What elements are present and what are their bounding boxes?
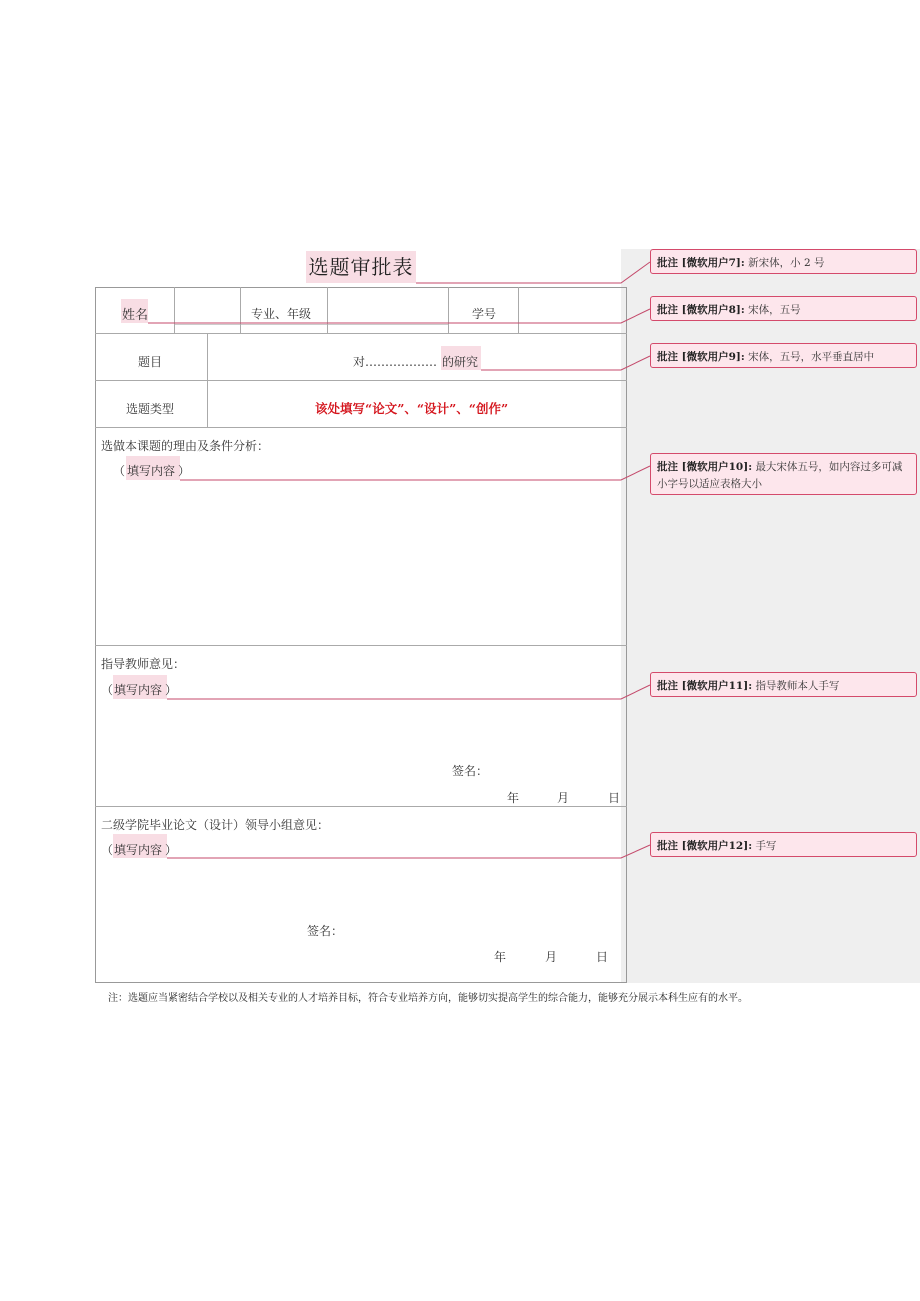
committee-date-day: 日 bbox=[596, 950, 609, 964]
committee-date-year: 年 bbox=[494, 950, 507, 964]
comment-tag: 批注 [微软用户12]: bbox=[657, 840, 753, 852]
advisor-signature-label: 签名： bbox=[452, 764, 489, 778]
comment-bubble-11[interactable] bbox=[650, 672, 917, 697]
reason-placeholder[interactable]: 填写内容 bbox=[127, 464, 176, 478]
major-grade-label: 专业、年级 bbox=[251, 307, 312, 321]
leader-line-9 bbox=[481, 356, 650, 370]
comment-tag: 批注 [微软用户8]: bbox=[657, 304, 745, 316]
leader-line-11 bbox=[167, 685, 650, 699]
footnote: 注：选题应当紧密结合学校以及相关专业的人才培养目标，符合专业培养方向，能够切实提高学生的综合能力，能够充分展示本科生应有的水平。 bbox=[108, 993, 748, 1004]
comment-text: 宋体，五号，水平垂直居中 bbox=[748, 351, 875, 363]
advisor-paren-open: （ bbox=[101, 683, 114, 697]
comment-tag: 批注 [微软用户7]: bbox=[657, 257, 745, 269]
comment-bubble-12[interactable] bbox=[650, 832, 917, 857]
comment-bubble-9[interactable] bbox=[650, 343, 917, 368]
comment-tag: 批注 [微软用户10]: bbox=[657, 461, 753, 473]
committee-paren-open: （ bbox=[101, 843, 114, 857]
reason-paren-open: （ bbox=[113, 464, 126, 478]
comment-text: 宋体，五号 bbox=[748, 304, 801, 316]
leader-line-7 bbox=[416, 262, 650, 283]
comment-tag: 批注 [微软用户11]: bbox=[657, 680, 753, 692]
comment-text: 最大宋体五号，如内容过多可减小字号以适应表格大小 bbox=[657, 461, 903, 490]
comment-text: 手写 bbox=[755, 840, 777, 852]
topic-type-hint[interactable]: 该处填写“论文”、“设计”、“创作” bbox=[315, 401, 509, 416]
committee-signature-label: 签名： bbox=[307, 924, 344, 938]
topic-value-prefix[interactable]: 对……………… bbox=[353, 355, 438, 369]
comment-bubble-10[interactable] bbox=[650, 453, 917, 495]
leader-line-8 bbox=[148, 309, 650, 323]
leader-line-10 bbox=[180, 466, 650, 480]
name-label: 姓名 bbox=[122, 308, 149, 323]
form-title[interactable]: 选题审批表 bbox=[306, 251, 416, 283]
leader-line-12 bbox=[167, 845, 650, 858]
advisor-paren-close: ） bbox=[165, 683, 178, 697]
comment-text: 指导教师本人手写 bbox=[755, 680, 840, 692]
topic-label: 题目 bbox=[138, 355, 163, 369]
committee-opinion-label: 二级学院毕业论文（设计）领导小组意见： bbox=[101, 818, 330, 832]
advisor-date-month: 月 bbox=[557, 791, 570, 805]
advisor-date-day: 日 bbox=[608, 791, 621, 805]
advisor-date-year: 年 bbox=[507, 791, 520, 805]
reason-label: 选做本课题的理由及条件分析： bbox=[101, 439, 270, 453]
reason-paren-close: ） bbox=[178, 464, 191, 478]
student-id-label: 学号 bbox=[472, 307, 497, 321]
topic-type-label: 选题类型 bbox=[126, 402, 175, 416]
committee-date-month: 月 bbox=[545, 950, 558, 964]
committee-paren-close: ） bbox=[165, 843, 178, 857]
advisor-opinion-label: 指导教师意见： bbox=[101, 657, 186, 671]
comment-text: 新宋体，小 2 号 bbox=[748, 257, 825, 269]
advisor-placeholder[interactable]: 填写内容 bbox=[114, 683, 163, 697]
committee-placeholder[interactable]: 填写内容 bbox=[114, 843, 163, 857]
topic-value-suffix[interactable]: 的研究 bbox=[442, 355, 479, 369]
comment-bubble-8[interactable] bbox=[650, 296, 917, 321]
comment-bubble-7[interactable] bbox=[650, 249, 917, 274]
comment-tag: 批注 [微软用户9]: bbox=[657, 351, 745, 363]
